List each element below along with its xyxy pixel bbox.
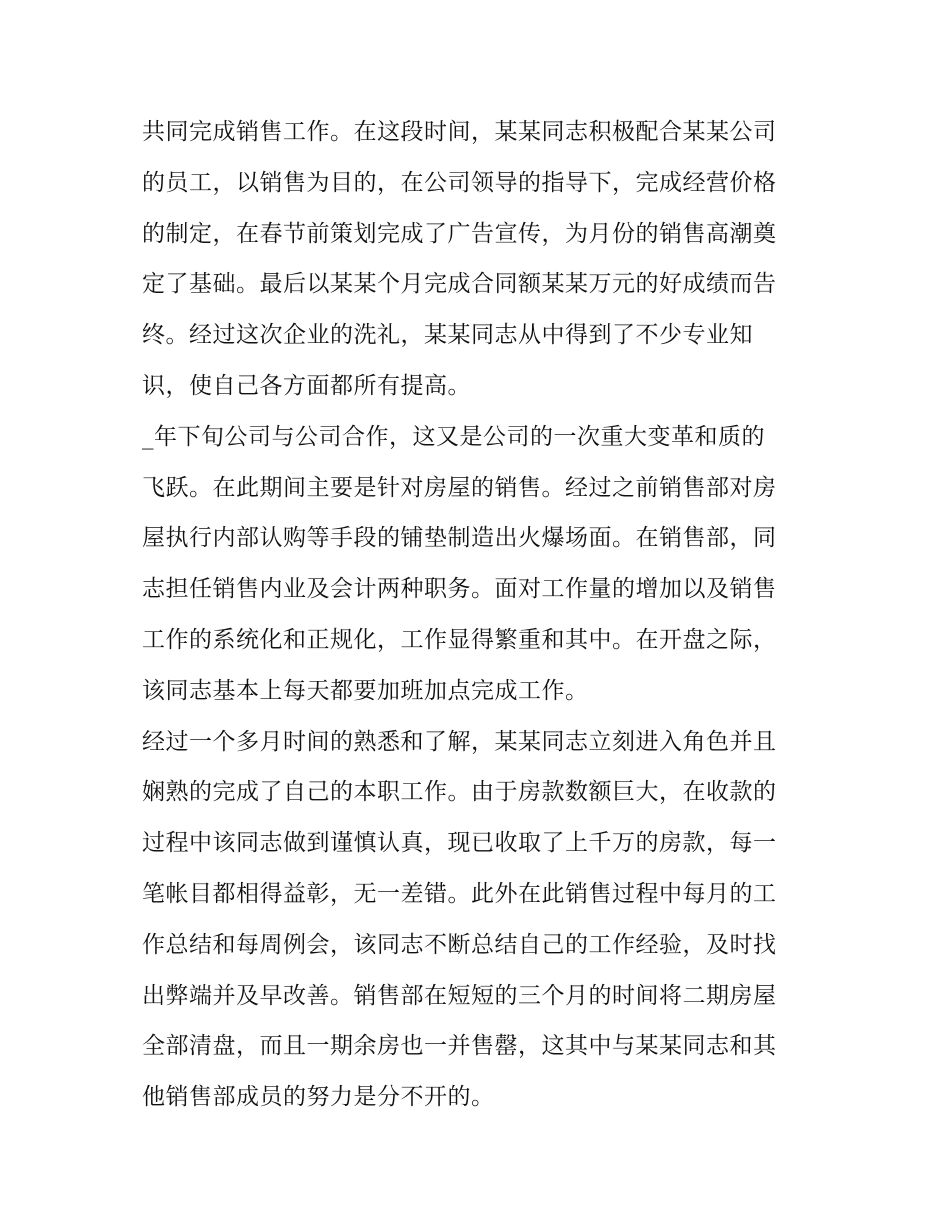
text-line: 定了基础。最后以某某个月完成合同额某某万元的好成绩而告 bbox=[142, 271, 777, 298]
text-line: 该同志基本上每天都要加班加点完成工作。 bbox=[142, 677, 589, 704]
text-line: 工作的系统化和正规化，工作显得繁重和其中。在开盘之际， bbox=[142, 626, 777, 653]
text-line: 经过一个多月时间的熟悉和了解，某某同志立刻进入角色并且 bbox=[142, 728, 777, 755]
text-line: 他销售部成员的努力是分不开的。 bbox=[142, 1084, 495, 1111]
text-line: 志担任销售内业及会计两种职务。面对工作量的增加以及销售 bbox=[142, 576, 777, 603]
text-line: 笔帐目都相得益彰，无一差错。此外在此销售过程中每月的工 bbox=[142, 880, 777, 907]
body-text bbox=[142, 107, 822, 1123]
text-line: 的员工，以销售为目的，在公司领导的指导下，完成经营价格 bbox=[142, 169, 777, 196]
text-line: 娴熟的完成了自己的本职工作。由于房款数额巨大，在收款的 bbox=[142, 779, 777, 806]
text-line: 终。经过这次企业的洗礼，某某同志从中得到了不少专业知 bbox=[142, 322, 753, 349]
text-line: 全部清盘，而且一期余房也一并售罄，这其中与某某同志和其 bbox=[142, 1033, 777, 1060]
text-line: 识，使自己各方面都所有提高。 bbox=[142, 372, 471, 399]
text-line: _年下旬公司与公司合作，这又是公司的一次重大变革和质的 bbox=[142, 423, 765, 450]
text-line: 过程中该同志做到谨慎认真，现已收取了上千万的房款，每一 bbox=[142, 830, 777, 857]
text-line: 屋执行内部认购等手段的铺垫制造出火爆场面。在销售部，同 bbox=[142, 525, 777, 552]
text-line: 飞跃。在此期间主要是针对房屋的销售。经过之前销售部对房 bbox=[142, 474, 777, 501]
text-line: 共同完成销售工作。在这段时间，某某同志积极配合某某公司 bbox=[142, 119, 777, 145]
text-line: 的制定，在春节前策划完成了广告宣传，为月份的销售高潮奠 bbox=[142, 220, 777, 247]
text-line: 出弊端并及早改善。销售部在短短的三个月的时间将二期房屋 bbox=[142, 982, 777, 1009]
text-line: 作总结和每周例会，该同志不断总结自己的工作经验，及时找 bbox=[142, 931, 777, 958]
